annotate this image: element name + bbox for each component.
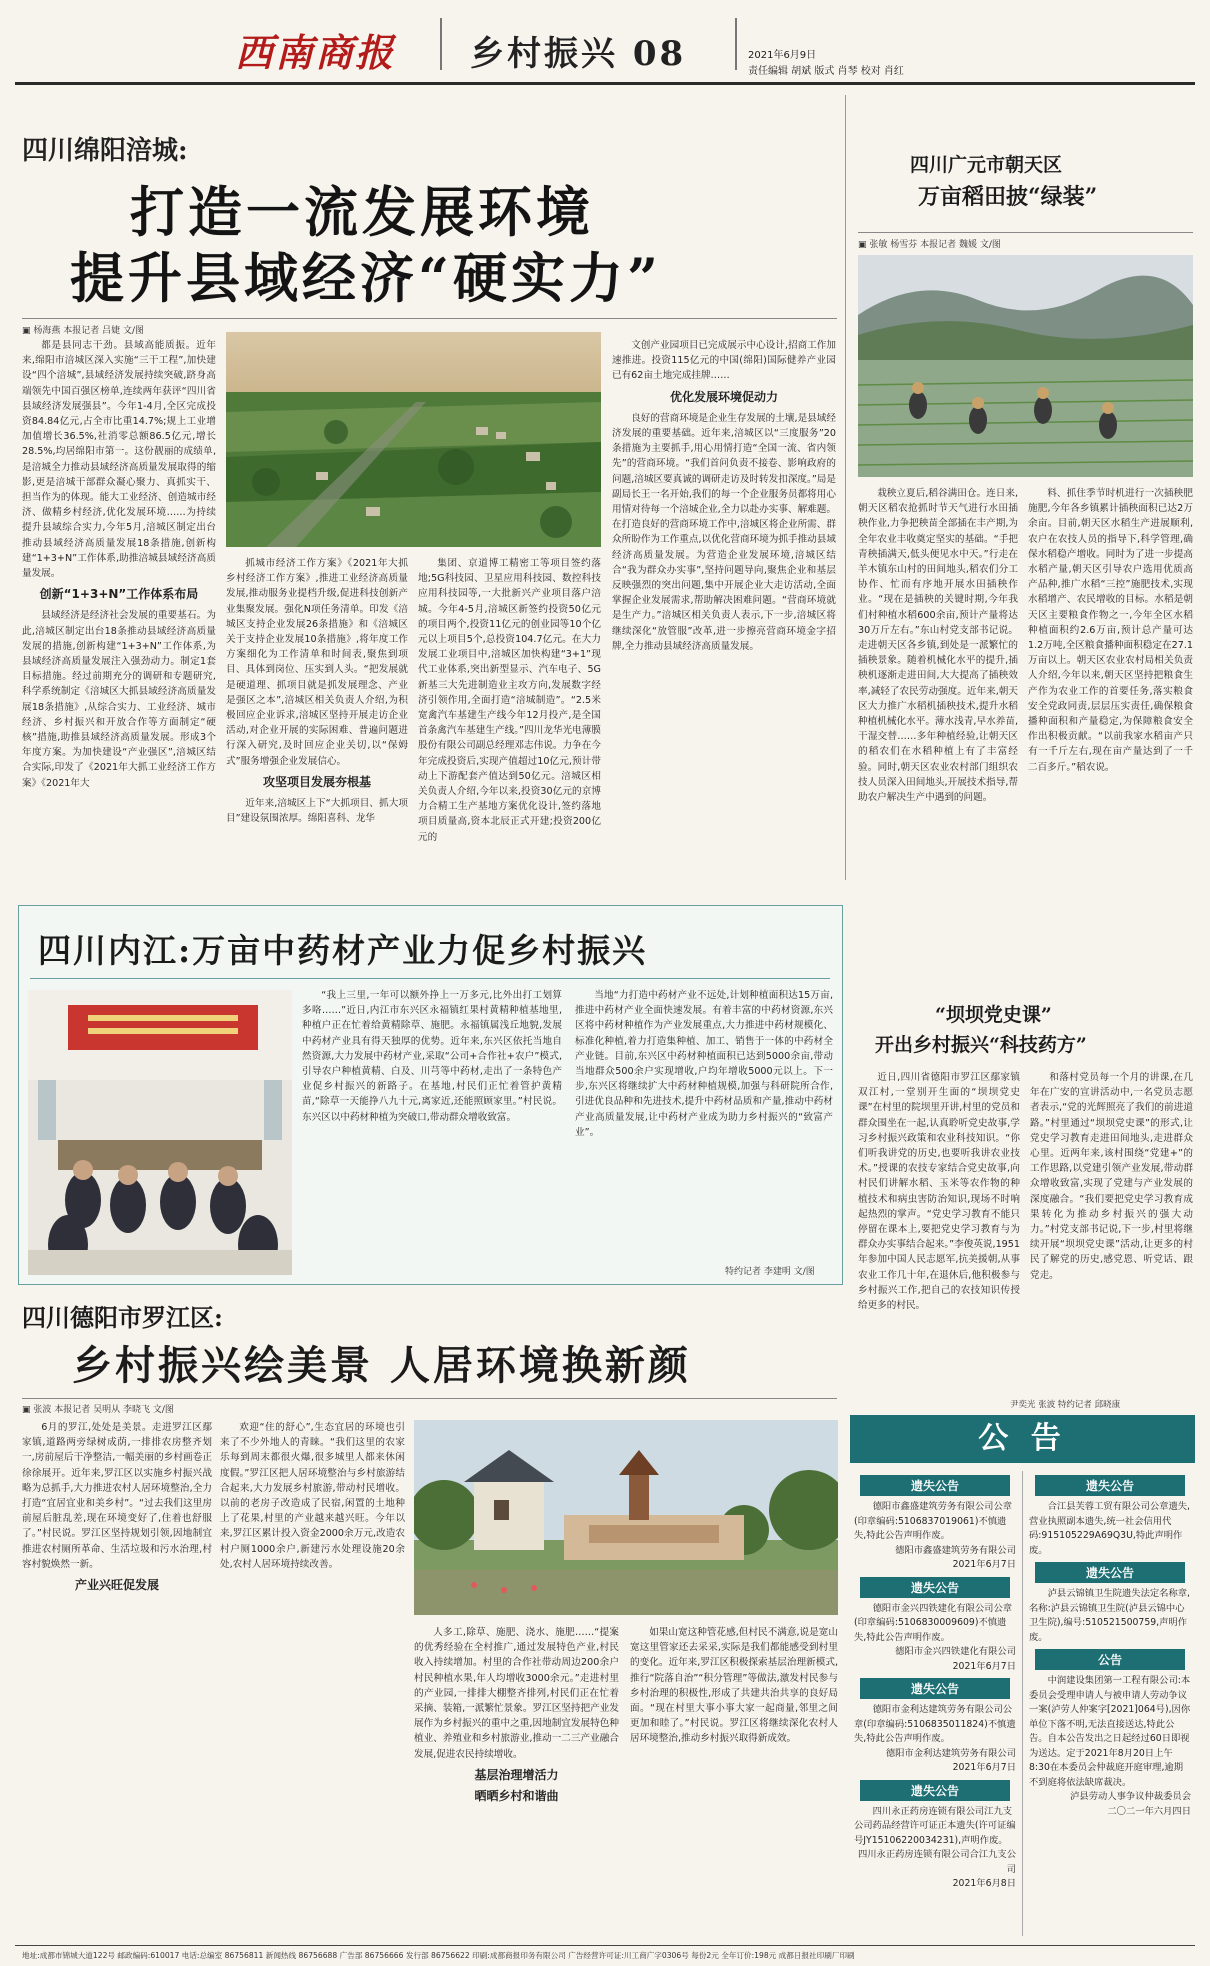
notice-column-right (1025, 1471, 1195, 1941)
header-divider-2 (735, 18, 737, 70)
article-luojiang-col3 (414, 1625, 619, 1940)
article-fucheng-rule (22, 318, 837, 319)
article-luojiang-village-photo (414, 1420, 838, 1615)
notice-item-3-date: 2021年6月7日 (952, 1762, 1016, 1773)
article-fucheng-col4-p2: 良好的营商环境是企业生存发展的土壤,是县域经济发展的重要基础。近年来,涪城区以“三度服务”20条措施为主要抓手,用心用情打造“全国一流、省内领先”的营商环境。“我们首问负责不接卷、影响政府的问题,涪城区要真诚的调研走访及时转发扣深度。”局是副局长王一名开始,我们的每一个企业服务员都将用心用情对待每一个涪城企业,全力以赴办实事、解难题。在打造良好的营商环境工作中,涪城区将企业所需、群众所盼作为工作重点,以优化营商环境为抓手推动县域经济高质量发展。为营造企业发展环境,涪城区结合“我为群众办实事”,坚持问题导向,聚焦企业和基层反映强烈的突出问题,集中开展企业大走访活动,全面掌握企业发展需求,帮助解决困难问题。“营商环境就是生产力。”涪城区相关负责人表示,下一步,涪城区将继续深化“放管服”改革,进一步擦亮营商环境金字招牌,全力推动县域经济高质量发展。 (612, 412, 836, 652)
notice-item-7-head: 公告 (1035, 1649, 1185, 1670)
article-neijiang-col2 (575, 988, 833, 1260)
article-luojiang-col3-p1: 人多工,除草、施肥、浇水、施肥……“提案的优秀经验在全村推广,通过发展特色产业,村民收入持续增加。村里的合作社带动周边200余户村民种植水果,年人均增收3000余元。”走进村里的产业园,一排排大棚整齐排列,村民们正在忙着采摘、装箱,一派繁忙景象。罗江区坚持把产业发展作为乡村振兴的重中之重,因地制宜发展特色种植业、养殖业和乡村旅游业,推动一二三产业融合发展,促进农民持续增收。 (414, 1627, 619, 1760)
article-fucheng-title-2: 提升县域经济“硬实力” (70, 246, 663, 310)
issue-date: 2021年6月9日 (748, 50, 817, 61)
notice-item-4-body: 四川永正药房连锁有限公司江九支公司药品经营许可证正本遗失(许可证编号JY15106220034231),声明作废。 (854, 1805, 1016, 1846)
notice-item-2-body-wrap (850, 1602, 1020, 1675)
notice-item-6-body: 泸县云锦镇卫生院遗失法定名称章,名称:泸县云锦镇卫生院(泸县云锦中心卫生院),编号:510521500759,声明作废。 (1029, 1588, 1191, 1643)
footer-rule (15, 1945, 1195, 1946)
article-luojiang-col4 (630, 1625, 838, 1940)
header-rule (15, 82, 1195, 85)
notice-item-5-body: 合江县芙蓉工贸有限公司公章遗失,营业执照副本遗失,统一社会信用代码:915105229A69Q3U,特此声明作废。 (1029, 1501, 1191, 1556)
notice-item-1-date: 2021年6月7日 (952, 1559, 1016, 1570)
article-fucheng-col2 (226, 556, 408, 890)
article-luojiang-col4-p1: 如果山宽这种管花感,但村民不满意,说是宽山宽这里管家还去采采,实际是我们都能感受到村里的变化。近年来,罗江区积极探索基层治理新模式,推行“院落自治”“积分管理”等做法,激发村民参与乡村治理的积极性,形成了共建共治共享的良好局面。“现在村里大事小事大家一起商量,邻里之间更加和睦了。”村民说。罗江区将继续深化农村人居环境整治,推动乡村振兴取得新成效。 (630, 1627, 838, 1745)
article-chaotian-col2-p1: 料、抓住季节时机进行一次插秧肥施肥,今年各乡镇累计插秧面积已达2万余亩。目前,朝天区水稻生产进展顺利,农户在农技人员的指导下,科学管理,确保水稻稳产增收。同时为了进一步提高水稻产量,朝天区引导农户选用优质高产品种,推广水稻“三控”施肥技术,实现水稻增产、农民增收的目标。水稻是朝天区主要粮食作物之一,今年全区水稻种植面积约2.6万亩,预计总产量可达1.2万吨,全区粮食播种面积稳定在27.1万亩以上。朝天区农业农村局相关负责人介绍,今年以来,朝天区坚持把粮食生产作为农业工作的首要任务,落实粮食安全党政同责,层层压实责任,确保粮食播种面积和产量稳定,为保障粮食安全作出积极贡献。“以前我家水稻亩产只有一千斤左右,现在亩产量达到了一千二百多斤。”稻农说。 (1028, 488, 1193, 773)
article-luojiang-byline (22, 1402, 174, 1415)
notice-column-left (850, 1471, 1020, 1941)
article-luojiang-byline-text: 张波 本报记者 吴明从 李晓飞 文/图 (33, 1405, 174, 1415)
notice-item-3-sig: 德阳市金利达建筑劳务有限公司 (885, 1747, 1016, 1759)
article-fucheng-col4-p1: 文创产业园项目已完成展示中心设计,招商工作加速推进。投资115亿元的中国(绵阳)国际健养产业园已有62亩土地完成挂牌…… (612, 340, 836, 382)
article-fucheng-col3 (418, 556, 601, 890)
article-luojiang-title: 乡村振兴绘美景 人居环境换新颜 (72, 1342, 691, 1389)
article-fucheng-aerial-photo (226, 332, 601, 547)
footer-info: 地址:成都市锦城大道122号 邮政编码:610017 电话:总编室 86756811 新闻热线 86756688 广告部 86756666 发行部 86756622 印刷:成都商报印务有限公司 广告经营许可证:川工商广字0306号 每份2元 全年订价:198元 成都日报社印刷厂印刷 (22, 1951, 855, 1960)
notice-item-4-body-wrap (850, 1805, 1020, 1892)
meeting-room-image (28, 990, 292, 1275)
article-fucheng-col2-p2: 近年来,涪城区上下“大抓项目、抓大项目”建设氛围浓厚。绵阳喜科、龙华 (226, 798, 408, 825)
notice-column-divider (1022, 1471, 1023, 1936)
section-title: 乡村振兴 08 (470, 34, 687, 74)
masthead-logo: 西南商报 (235, 30, 396, 75)
article-luojiang-col2-p1: 欢迎“住的舒心”,生态宜居的环境也引来了不少外地人的青睐。“我们这里的农家乐每到周末都很火爆,很多城里人都来休闲度假。”罗江区把人居环境整治与乡村旅游结合起来,大力发展乡村旅游,带动村民增收。以前的老房子改造成了民宿,闲置的土地种上了花果,村里的产业越来越兴旺。今年以来,罗江区累计投入资金2000余万元,改造农村户厕1000余户,新建污水处理设施20余处,农村人居环境持续改善。 (220, 1422, 405, 1570)
article-dangshi-byline: 尹奕光 张波 特约记者 邱晓康 (1010, 1400, 1121, 1410)
article-fucheng-col1-p1: 都是县同志干劲。县域高能质振。近年来,绵阳市涪城区深入实施“三干工程”,加快建设“四个涪城”,县域经济发展持续突破,跻身高端领先中国百强区榜单,连续两年获评“四川省县域经济发展强县”。今年1-4月,全区完成投资84.84亿元,占全市比重14.7%;规上工业增加值增长36.5%,社消零总额86.5亿元,增长28.5%,均居绵阳市第一。这份靓丽的成绩单,是涪城全力推动县域经济高质量发展取得的缩影,更是涪城干部群众凝心聚力、真抓实干、担当作为的体现。能大工业经济、创造城市经济、做精乡村经济,优化发展环境……为持续提升县域综合实力,今年5月,涪城区制定出台推动县域经济高质量发展18条措施,创新构建“1+3+N”工作体系,助推涪城县域经济高质量发展。 (22, 340, 216, 580)
notice-item-3 (850, 1678, 1020, 1776)
notice-item-5-head: 遗失公告 (1035, 1475, 1185, 1496)
notice-banner: 公 告 (850, 1415, 1195, 1463)
article-fucheng-subhead-2: 攻坚项目发展夯根基 (262, 774, 371, 789)
article-chaotian-byline-text: 张敏 杨雪芬 本报记者 魏媛 文/图 (869, 240, 1001, 250)
article-chaotian-title: 万亩稻田披“绿装” (918, 184, 1098, 210)
notice-item-4-date: 2021年6月8日 (952, 1878, 1016, 1889)
column-divider-right (845, 95, 846, 880)
article-luojiang-subhead-1: 产业兴旺促发展 (74, 1578, 159, 1593)
notice-item-6-body-wrap (1025, 1587, 1195, 1645)
notice-item-2 (850, 1577, 1020, 1675)
article-chaotian-col1 (858, 486, 1018, 880)
article-neijiang-title: 四川内江:万亩中药材产业力促乡村振兴 (38, 931, 648, 970)
editor-credits: 责任编辑 胡斌 版式 肖琴 校对 肖红 (748, 66, 904, 77)
article-fucheng-byline-text: 杨海燕 本报记者 吕婕 文/图 (33, 326, 145, 336)
article-fucheng-kicker: 四川绵阳涪城: (22, 136, 188, 166)
village-house-image (414, 1420, 838, 1615)
notice-item-3-body: 德阳市金利达建筑劳务有限公司公章(印章编码:5106835011824)不慎遗失,特此公告声明作废。 (854, 1704, 1016, 1744)
article-fucheng-title-1: 打造一流发展环境 (130, 180, 594, 244)
article-fucheng-col4 (612, 338, 836, 890)
article-luojiang-col1 (22, 1420, 212, 1940)
notice-item-3-head: 遗失公告 (860, 1678, 1010, 1699)
notice-item-1-head: 遗失公告 (860, 1475, 1010, 1496)
notice-item-1-sig: 德阳市鑫盛建筑劳务有限公司 (895, 1544, 1016, 1556)
notice-item-3-body-wrap (850, 1703, 1020, 1776)
article-luojiang-kicker: 四川德阳市罗江区: (22, 1303, 223, 1332)
notice-item-4-sig: 四川永正药房连锁有限公司合江九支公司 (857, 1849, 1016, 1875)
article-dangshi-title-1: “坝坝党史课” (935, 1004, 1052, 1026)
notice-item-1-body: 德阳市鑫盛建筑劳务有限公司公章(印章编码:5106837019061)不慎遗失,特此公告声明作废。 (854, 1501, 1013, 1541)
article-neijiang-col2-p1: 当地“力打造中药材产业不远处,计划种植面积达15万亩,推进中药材产业全面快速发展。有着丰富的中药材资源,东兴区将中药材种植作为产业发展重点,大力推进中药材规模化、标准化种植,着力打造集种植、加工、销售于一体的中药材全产业链。目前,东兴区中药材种植面积已达到5000余亩,带动当地群众500余户实现增收,户均年增收5000元以上。下一步,东兴区将继续扩大中药材种植规模,加强与科研院所合作,引进优良品种和先进技术,提升中药材品质和产量,推动中药材产业高质量发展,让中药材产业成为助力乡村振兴的“致富产业”。 (575, 990, 833, 1138)
notice-item-6-head: 遗失公告 (1035, 1562, 1185, 1583)
article-luojiang-rule (22, 1398, 837, 1399)
article-chaotian-col1-p1: 栽秧立夏后,稻谷满田仓。连日来,朝天区稻农抢抓时节天气进行水田插秧作业,力争把秧苗全部插在丰产期,为全年农业丰收奠定坚实的基础。“手把青秧插满天,低头便见水中天。”行走在羊木镇东山村的田间地头,稻农们分工协作、忙而有序地开展水田插秧作业。“现在是插秧的关键时期,今年我们村种植水稻600余亩,预计产量将达30万斤左右。”东山村党支部书记说。走进朝天区各乡镇,到处是一派繁忙的插秧景象。随着机械化水平的提升,插秧机逐渐走进田间,大大提高了插秧效率,减轻了农民劳动强度。近年来,朝天区大力推广水稻机插秧技术,提升水稻种植机械化水平。薄水浅青,早水养苗,干湿交替……多年种植经验,让朝天区的稻农们在水稻种植上有了丰富经验。同时,朝天区农业农村部门组织农技人员深入田间地头,开展技术指导,帮助农户解决生产中遇到的问题。 (858, 488, 1018, 804)
article-dangshi-col2-p1: 和落村党员每一个月的讲课,在几年在广安的宣讲活动中,一名党员志愿者表示,“党的光辉照亮了我们的前进道路。”村里通过“坝坝党史课”的形式,让党史学习教育走进田间地头,走进群众心里。近两年来,该村围绕“党建+”的工作思路,以党建引领产业发展,带动群众增收致富,实现了党建与产业发展的深度融合。“我们要把党史学习教育成果转化为推动乡村振兴的强大动力。”村党支部书记说,下一步,村里将继续开展“坝坝党史课”活动,让更多的村民了解党的历史,感党恩、听党话、跟党走。 (1030, 1072, 1193, 1281)
article-dangshi-title-2: 开出乡村振兴“科技药方” (875, 1034, 1087, 1056)
notice-item-7-body: 中润建设集团第一工程有限公司:本委员会受理申请人与被申请人劳动争议一案(泸劳人仲案字[2021]064号),因你单位下落不明,无法直接送达,特此公告。自本公告发出之日起经过60日即视为送达。定于2021年8月20日上午8:30在本委员会仲裁庭开庭审理,逾期不到庭将依法缺席裁决。 (1029, 1675, 1191, 1788)
article-chaotian-rule (858, 232, 1193, 233)
rice-field-image (858, 255, 1193, 477)
notice-item-2-date: 2021年6月7日 (952, 1660, 1016, 1672)
byline-marker-icon: ▣ (22, 1405, 31, 1415)
article-chaotian-col2 (1028, 486, 1193, 880)
article-neijiang-col1 (302, 988, 562, 1276)
article-fucheng-col2-p1: 抓城市经济工作方案》《2021年大抓乡村经济工作方案》,推进工业经济高质量发展,推动服务业提档升级,促进科技创新产业集聚发展。强化N项任务清单。印发《涪城区支持企业发展26条措施》和《涪城区关于支持企业发展10条措施》,将年度工作方案细化为工作清单和时间表,聚焦到项目、具体到岗位、压实到人头。“把发展就是硬道理、抓项目就是抓发展理念、产业是强区之本”,涪城区相关负责人介绍,为积极回应企业诉求,涪城区坚持开展走访企业活动,对企业开展的实际困难、普遍问题进行深入研究,及时回应企业关切,以“保姆式”服务增强企业发展信心。 (226, 558, 408, 767)
article-chaotian-byline (858, 237, 1001, 250)
notice-item-5 (1025, 1475, 1195, 1558)
byline-marker-icon: ▣ (22, 326, 31, 336)
article-fucheng-col3-p1: 集团、京道博工精密工等项目签约落地;5G科技园、卫星应用科技园、数控科技应用科技园等,一大批新兴产业项目落户涪城。今年4-5月,涪城区新签约投资50亿元的项目两个,投资11亿元的创业园等10个亿元以上项目5个,总投资104.7亿元。在大力发展工业项目中,涪城区加快构建“3+1”现代工业体系,突出新型显示、汽车电子、5G新基三大先进制造业主攻方向,发展数字经济引领作用,全面打造“涪城制造”。“2.5米宽禽汽车基建生产线今年12月投产,是全国首条禽汽车基建生产线。”四川龙华光电薄膜股份有限公司副总经理邓志伟说。力争在今年完成投资后,实现产值超过10亿元,预计带动上下游配套产值达到50亿元。涪城区相关负责人介绍,今年以来,投资30亿元的京博力合精工生产基地方案优化设计,签约落地项目质量高,资本北辰正式开建;投资200亿元的 (418, 558, 601, 843)
notice-item-1 (850, 1475, 1020, 1573)
article-fucheng-col1-p2: 县域经济是经济社会发展的重要基石。为此,涪城区制定出台18条推动县域经济高质量发展的措施,创新构建“1+3+N”工作体系,为县域经济高质量发展注入强劲动力。制定1套目标措施。经过前期充分的调研和专题研究,科学系统制定《涪城区大抓县域经济高质量发展18条措施》,从综合实力、工业经济、城市经济、乡村振兴和开放合作等方面制定“硬核”措施,助推县域经济高质量发展。形成3个年度方案。为加快建设“产业强区”,涪城区结合实际,印发了《2021年大抓工业经济工作方案》《2021年大 (22, 610, 216, 789)
article-luojiang-col2 (220, 1420, 405, 1940)
article-dangshi-col1 (858, 1070, 1020, 1410)
notice-item-4-head: 遗失公告 (860, 1780, 1010, 1801)
article-neijiang-meeting-photo (28, 990, 292, 1275)
article-neijiang-byline: 特约记者 李建明 文/图 (725, 1267, 815, 1277)
page-header (0, 0, 1210, 84)
header-divider (440, 18, 442, 70)
notice-item-4 (850, 1780, 1020, 1892)
notice-item-5-body-wrap (1025, 1500, 1195, 1558)
notice-item-2-body: 德阳市金兴四铁建化有限公司公章(印章编码:5106830009609)不慎遗失,特此公告声明作废。 (854, 1602, 1013, 1643)
notice-item-7-body-wrap (1025, 1674, 1195, 1819)
article-luojiang-subhead-3: 晒晒乡村和谐曲 (474, 1789, 559, 1804)
notice-item-6 (1025, 1562, 1195, 1645)
notice-item-7-sig: 泸县劳动人事争议仲裁委员会 (1070, 1791, 1191, 1802)
notice-item-7-date: 二〇二一年六月四日 (1107, 1805, 1191, 1817)
article-fucheng-col1 (22, 338, 216, 890)
article-neijiang-col1-p1: “我上三里,一年可以额外挣上一万多元,比外出打工划算多咯……”近日,内江市东兴区永福镇红果村黄精种植基地里,种植户正在忙着给黄精除草、施肥。永福镇属浅丘地貌,发展中药材产业具有得天独厚的优势。近年来,东兴区依托当地自然资源,大力发展中药材产业,采取“公司+合作社+农户”模式,引导农户种植黄精、白及、川芎等中药材,走出了一条特色产业促乡村振兴的新路子。在基地,村民们正忙着管护黄精苗,“除草一天能挣八九十元,离家近,还能照顾家里。”村民说。东兴区以中药材种植为突破口,带动群众增收致富。 (302, 990, 562, 1123)
article-chaotian-rice-photo (858, 255, 1193, 477)
article-fucheng-subhead-3: 优化发展环境促动力 (669, 389, 778, 404)
article-luojiang-col1-p1: 6月的罗江,处处是美景。走进罗江区鄢家镇,道路两旁绿树成荫,一排排农房整齐划一,房前屋后干净整洁,一幅美丽的乡村画卷正徐徐展开。近年来,罗江区以实施乡村振兴战略为总抓手,大力推进农村人居环境整治,全力打造“宜居宜业和美乡村”。“过去我们这里房前屋后脏乱差,现在环境变好了,住着也舒服了。”村民说。罗江区坚持规划引领,因地制宜推进农村厕所革命、生活垃圾和污水治理,村容村貌焕然一新。 (22, 1422, 212, 1570)
article-chaotian-kicker: 四川广元市朝天区 (910, 154, 1063, 176)
notice-item-2-head: 遗失公告 (860, 1577, 1010, 1598)
article-dangshi-col1-p1: 近日,四川省德阳市罗江区鄢家镇双江村,一堂别开生面的“坝坝党史课”在村里的院坝里开讲,村里的党员和群众围坐在一起,认真聆听党史故事,学习乡村振兴政策和农业科技知识。“你们听我讲党的历史,也要听我讲农业技术。”授课的农技专家结合党史故事,向村民们讲解水稻、玉米等农作物的种植技术和病虫害防治知识,现场不时响起热烈的掌声。“党史学习教育不能只停留在课本上,要把党史学习教育与为群众办实事结合起来。”李俊英说,1951年参加中国人民志愿军,抗美援朝,从事农业工作几十年,在退休后,他积极参与乡村振兴工作,把自己的农技知识传授给更多的村民。 (858, 1072, 1020, 1312)
byline-marker-icon: ▣ (858, 240, 867, 250)
notice-item-7 (1025, 1649, 1195, 1819)
article-dangshi-col2 (1030, 1070, 1193, 1395)
notice-item-2-sig: 德阳市金兴四铁建化有限公司 (895, 1646, 1016, 1657)
article-neijiang-title-rule (30, 978, 830, 979)
notice-item-1-body-wrap (850, 1500, 1020, 1573)
notice-panel (850, 1415, 1195, 1943)
article-fucheng-subhead-1: 创新“1+3+N”工作体系布局 (39, 587, 199, 602)
article-fucheng-byline (22, 323, 144, 336)
article-luojiang-subhead-2: 基层治理增活力 (474, 1767, 559, 1782)
aerial-landscape-image (226, 332, 601, 547)
